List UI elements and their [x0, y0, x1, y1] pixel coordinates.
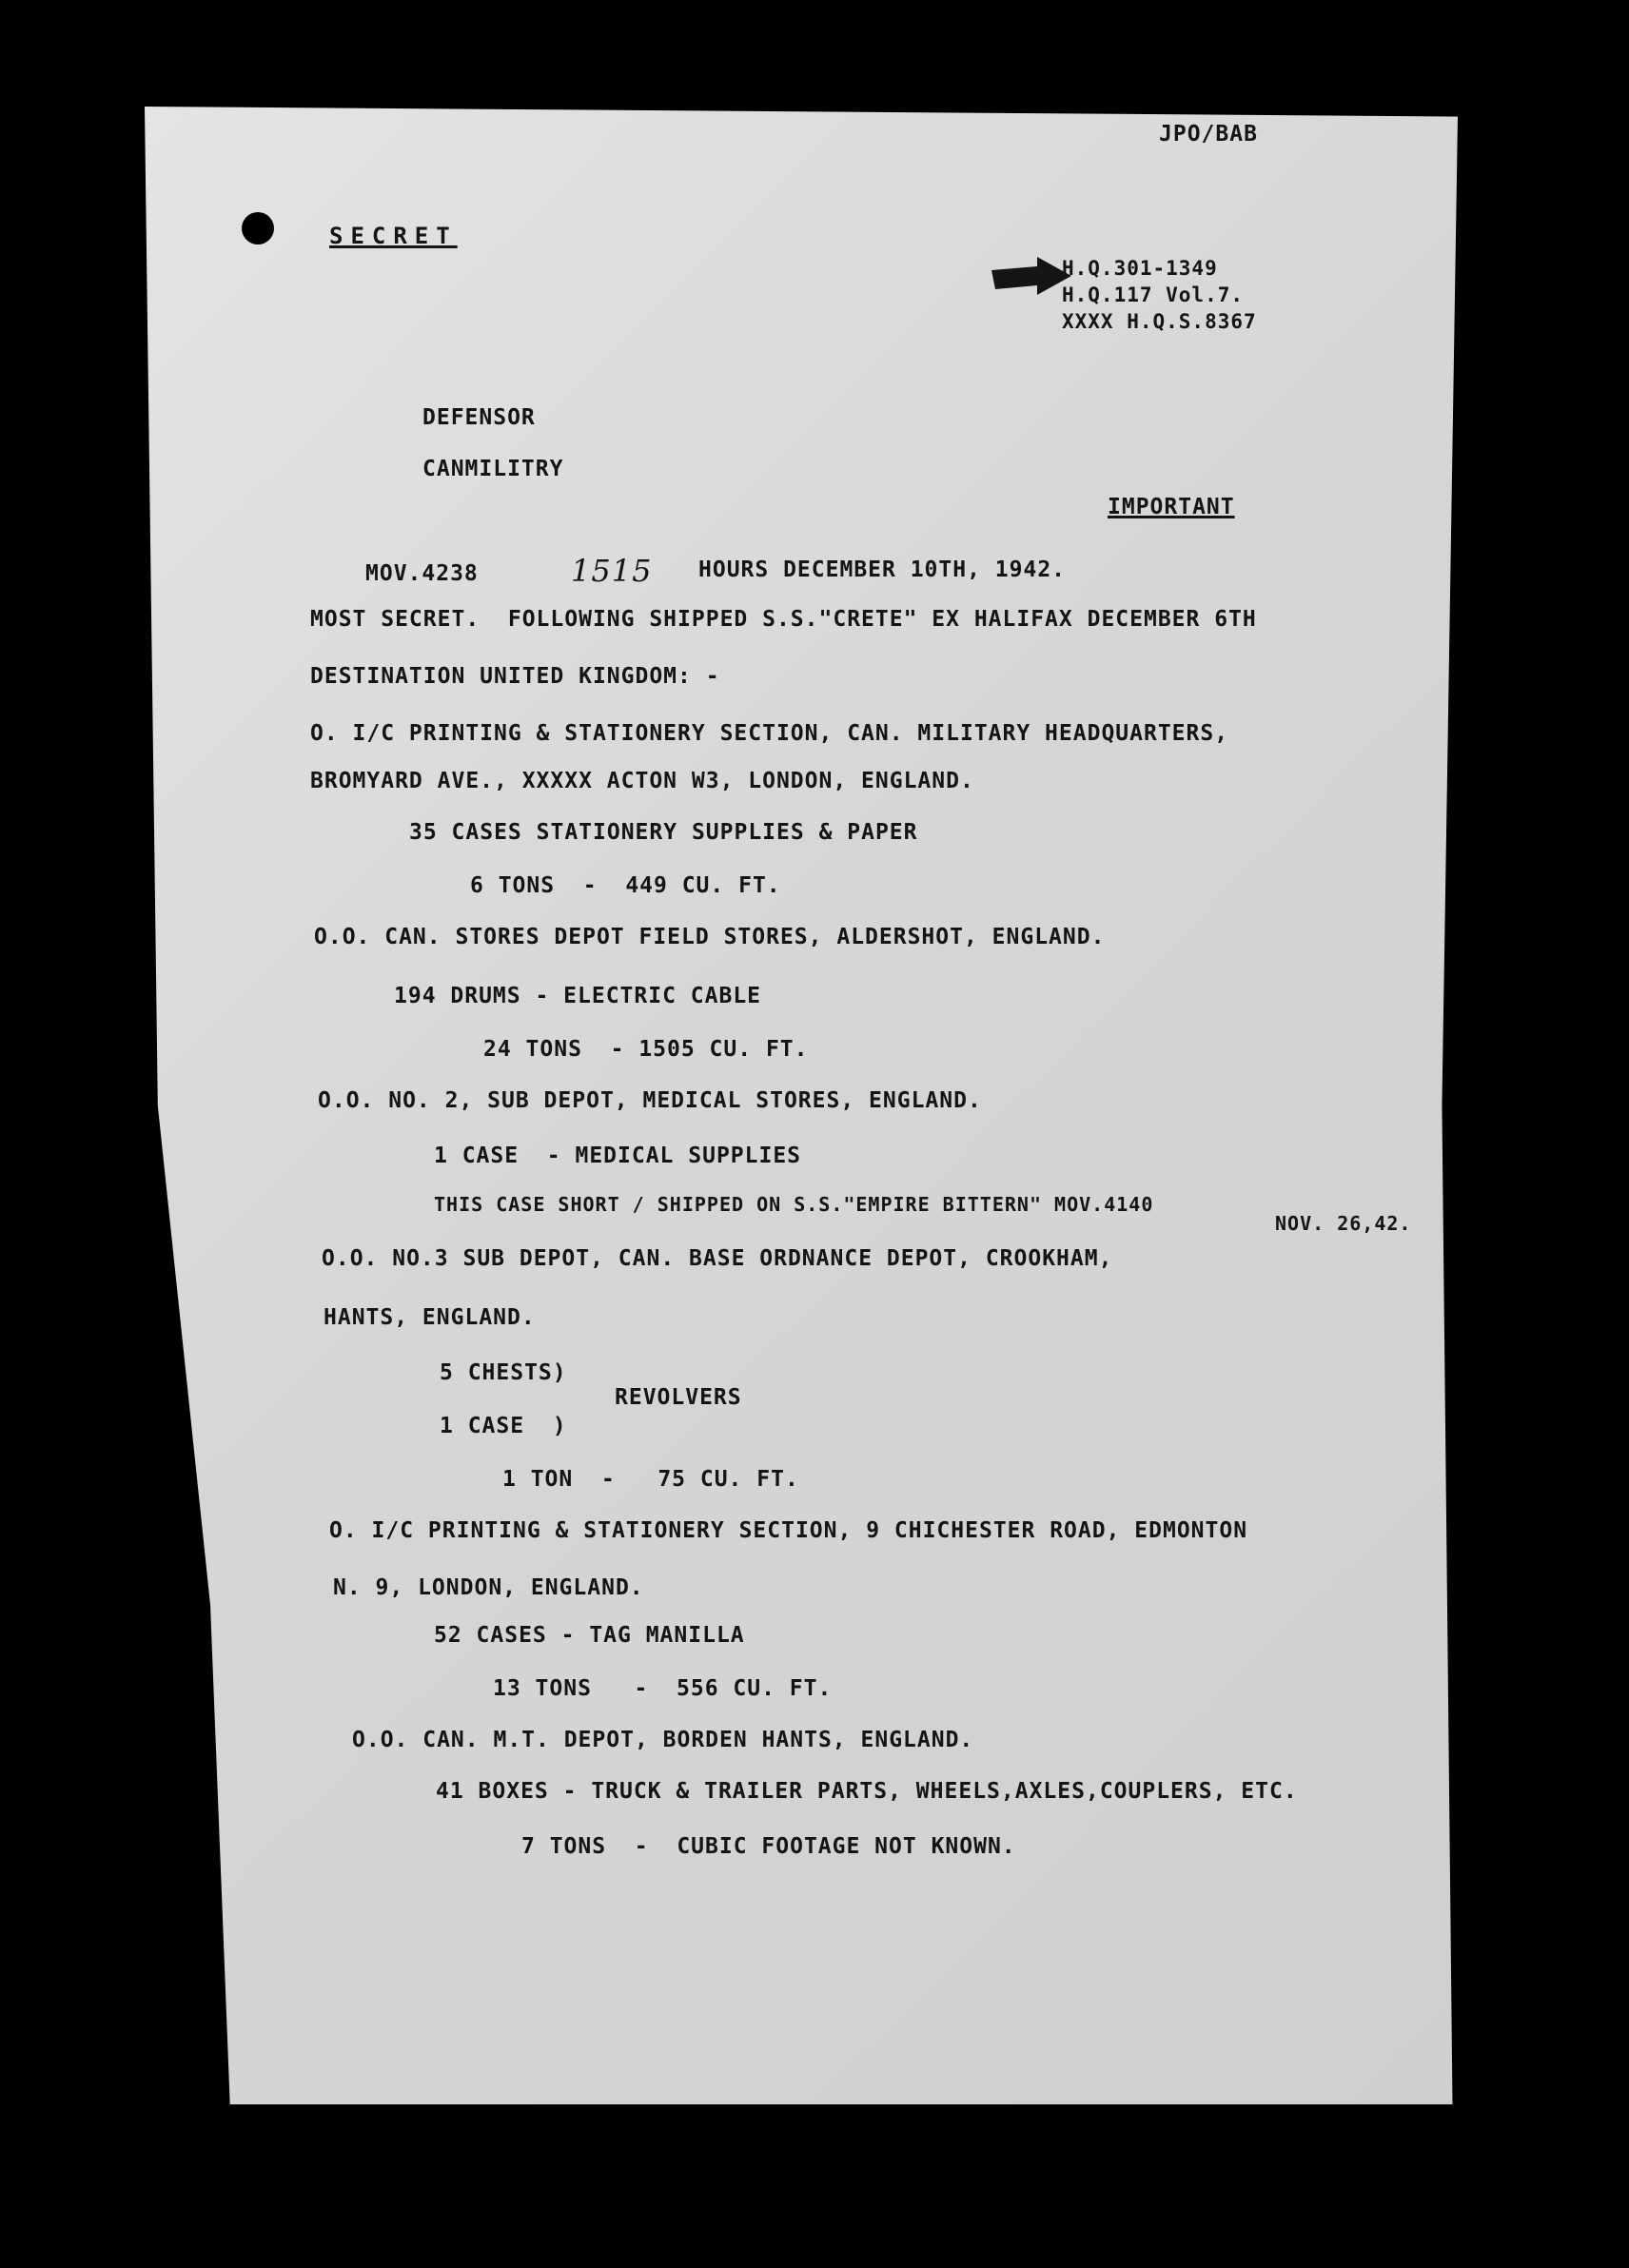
consignee-6: O.O. CAN. M.T. DEPOT, BORDEN HANTS, ENGLAND. — [352, 1728, 974, 1752]
file-ref-3: XXXX H.Q.S.8367 — [1062, 310, 1257, 333]
item-2: 194 DRUMS - ELECTRIC CABLE — [394, 984, 762, 1008]
addressee-2: CANMILITRY — [422, 457, 564, 481]
classification: SECRET — [329, 223, 458, 249]
item-2-qty: 24 TONS - 1505 CU. FT. — [483, 1037, 809, 1062]
consignee-3: O.O. NO. 2, SUB DEPOT, MEDICAL STORES, ENGLAND. — [318, 1088, 982, 1113]
item-4-case: 1 CASE ) — [440, 1414, 567, 1438]
consignee-5-line-1: O. I/C PRINTING & STATIONERY SECTION, 9 CHICHESTER ROAD, EDMONTON — [329, 1518, 1248, 1543]
consignee-1-line-2: BROMYARD AVE., XXXXX ACTON W3, LONDON, ENGLAND. — [310, 769, 974, 793]
punch-hole — [242, 212, 274, 244]
item-6-qty: 7 TONS - CUBIC FOOTAGE NOT KNOWN. — [521, 1834, 1016, 1859]
consignee-4-line-1: O.O. NO.3 SUB DEPOT, CAN. BASE ORDNANCE DEPOT, CROOKHAM, — [322, 1246, 1113, 1271]
priority: IMPORTANT — [1108, 495, 1235, 519]
consignee-2: O.O. CAN. STORES DEPOT FIELD STORES, ALDERSHOT, ENGLAND. — [314, 925, 1106, 949]
item-5: 52 CASES - TAG MANILLA — [434, 1623, 745, 1648]
item-3: 1 CASE - MEDICAL SUPPLIES — [434, 1144, 802, 1168]
consignee-4-line-2: HANTS, ENGLAND. — [324, 1305, 536, 1330]
message-number: MOV.4238 — [365, 561, 479, 586]
item-3-note-date: NOV. 26,42. — [1275, 1212, 1412, 1235]
file-ref-2: H.Q.117 Vol.7. — [1062, 284, 1245, 306]
message-date: HOURS DECEMBER 10TH, 1942. — [698, 557, 1067, 582]
file-ref-1: H.Q.301-1349 — [1062, 257, 1218, 280]
consignee-5-line-2: N. 9, LONDON, ENGLAND. — [333, 1575, 644, 1600]
item-3-note: THIS CASE SHORT / SHIPPED ON S.S."EMPIRE BITTERN" MOV.4140 — [434, 1193, 1154, 1216]
consignee-1-line-1: O. I/C PRINTING & STATIONERY SECTION, CAN. MILITARY HEADQUARTERS, — [310, 721, 1229, 746]
item-4-chests: 5 CHESTS) — [440, 1360, 567, 1385]
item-1: 35 CASES STATIONERY SUPPLIES & PAPER — [409, 820, 918, 845]
initials: JPO/BAB — [1159, 122, 1258, 147]
addressee-1: DEFENSOR — [422, 405, 536, 430]
item-4-label: REVOLVERS — [615, 1385, 742, 1410]
handwritten-time: 1515 — [571, 553, 653, 589]
intro-line-1: MOST SECRET. FOLLOWING SHIPPED S.S."CRETE" EX HALIFAX DECEMBER 6TH — [310, 607, 1257, 632]
item-5-qty: 13 TONS - 556 CU. FT. — [493, 1676, 833, 1701]
item-6: 41 BOXES - TRUCK & TRAILER PARTS, WHEELS,AXLES,COUPLERS, ETC. — [436, 1779, 1298, 1804]
item-1-qty: 6 TONS - 449 CU. FT. — [470, 873, 781, 898]
intro-line-2: DESTINATION UNITED KINGDOM: - — [310, 664, 720, 689]
item-4-qty: 1 TON - 75 CU. FT. — [502, 1467, 799, 1492]
